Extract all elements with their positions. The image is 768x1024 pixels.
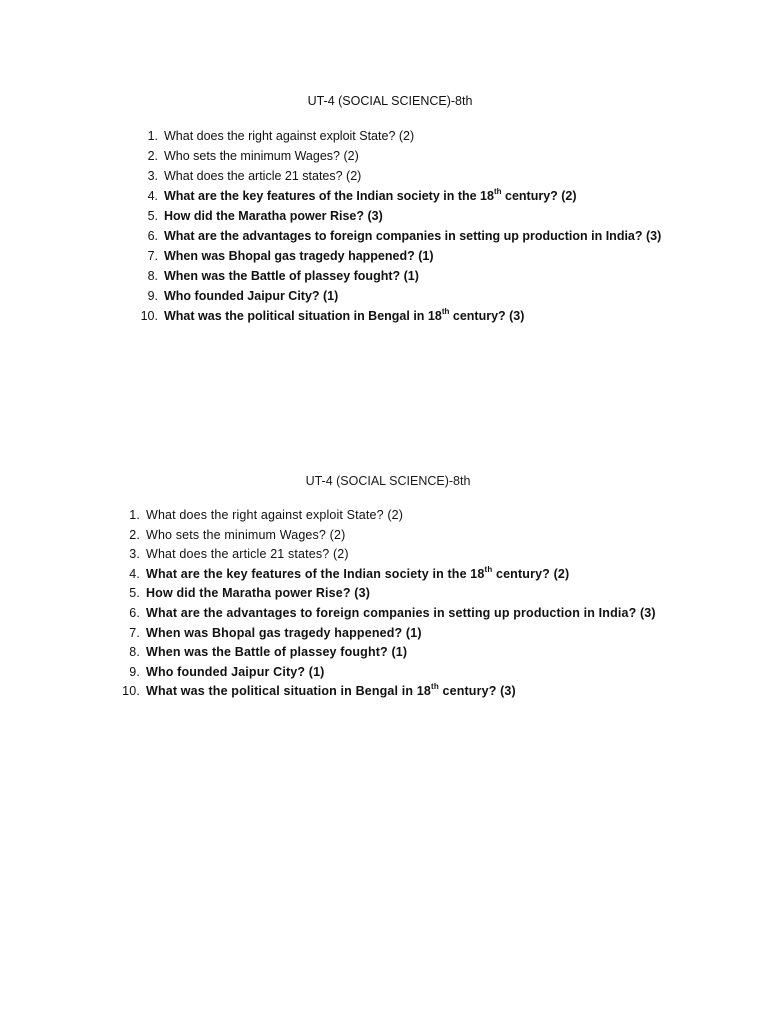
question-item <box>128 306 661 326</box>
question-item <box>110 506 656 526</box>
question-text: When was Bhopal gas tragedy happened? (1) <box>164 249 434 263</box>
page-title: UT-4 (SOCIAL SCIENCE)-8th <box>305 474 471 488</box>
question-item <box>128 246 661 266</box>
question-number: 5. <box>129 586 140 601</box>
question-item <box>128 186 661 206</box>
question-number: 2. <box>129 527 140 542</box>
question-text: What does the right against exploit State? (2) <box>164 129 415 143</box>
question-sheet-top <box>0 92 768 323</box>
question-number: 6. <box>129 605 140 620</box>
question-number: 2. <box>147 149 158 163</box>
question-item <box>110 526 656 546</box>
ordinal-suffix: th <box>431 682 439 692</box>
question-text: Who sets the minimum Wages? (2) <box>146 527 346 542</box>
question-item <box>110 624 656 644</box>
question-number: 10. <box>140 309 158 323</box>
question-text: When was the Battle of plassey fought? (1) <box>164 269 419 283</box>
question-text-start: What was the political situation in Bengal in 18 <box>146 684 432 699</box>
question-item <box>110 584 656 604</box>
question-text: What are the advantages to foreign companies in setting up production in India? (3) <box>146 605 656 620</box>
question-item <box>128 206 661 226</box>
question-number: 3. <box>129 547 140 562</box>
ordinal-suffix: th <box>441 306 450 316</box>
question-number: 5. <box>147 209 158 223</box>
question-text: Who founded Jaipur City? (1) <box>146 664 325 679</box>
question-text: When was Bhopal gas tragedy happened? (1) <box>146 625 422 640</box>
question-item <box>128 126 661 146</box>
question-number: 1. <box>129 508 140 522</box>
ordinal-suffix: th <box>484 564 493 574</box>
page-title: UT-4 (SOCIAL SCIENCE)-8th <box>307 94 473 108</box>
question-text: What does the article 21 states? (2) <box>164 169 362 183</box>
question-number: 7. <box>147 249 158 263</box>
question-text: What does the article 21 states? (2) <box>146 547 349 562</box>
ordinal-suffix: th <box>493 186 502 196</box>
question-number: 9. <box>147 289 158 303</box>
question-number: 7. <box>129 625 140 640</box>
question-item <box>128 286 661 306</box>
question-text <box>164 306 524 326</box>
question-number: 4. <box>129 566 140 581</box>
question-text: What does the right against exploit State? (2) <box>146 508 404 522</box>
question-text-end: century? (2) <box>492 566 570 581</box>
question-item <box>110 565 656 585</box>
question-text-end: century? (2) <box>501 189 577 203</box>
question-text-start: What are the key features of the Indian society in the 18 <box>164 189 494 203</box>
question-number: 9. <box>129 664 140 679</box>
question-text: When was the Battle of plassey fought? (1) <box>146 645 408 660</box>
question-item <box>128 226 661 246</box>
question-number: 8. <box>147 269 158 283</box>
question-list <box>110 506 656 702</box>
question-text-end: century? (3) <box>438 684 516 699</box>
question-item <box>128 146 661 166</box>
question-text-end: century? (3) <box>449 309 525 323</box>
question-text: Who sets the minimum Wages? (2) <box>164 149 359 163</box>
question-text: How did the Maratha power Rise? (3) <box>164 209 383 223</box>
question-item <box>110 663 656 683</box>
question-list <box>128 126 661 326</box>
question-text-start: What are the key features of the Indian society in the 18 <box>146 566 485 581</box>
question-text <box>164 186 577 206</box>
question-number: 6. <box>147 229 158 243</box>
question-item <box>110 545 656 565</box>
question-item <box>110 604 656 624</box>
question-number: 10. <box>122 684 140 699</box>
question-sheet-bottom <box>0 472 768 699</box>
question-number: 4. <box>147 189 158 203</box>
question-number: 3. <box>147 169 158 183</box>
question-text <box>146 565 569 585</box>
question-text <box>146 682 516 702</box>
question-item <box>128 166 661 186</box>
question-item <box>110 682 656 702</box>
question-item <box>128 266 661 286</box>
question-number: 8. <box>129 645 140 660</box>
question-text: What are the advantages to foreign companies in setting up production in India? (3) <box>164 229 662 243</box>
question-text: Who founded Jaipur City? (1) <box>164 289 339 303</box>
question-text: How did the Maratha power Rise? (3) <box>146 586 371 601</box>
question-text-start: What was the political situation in Bengal in 18 <box>164 309 442 323</box>
question-item <box>110 643 656 663</box>
question-number: 1. <box>147 129 158 143</box>
